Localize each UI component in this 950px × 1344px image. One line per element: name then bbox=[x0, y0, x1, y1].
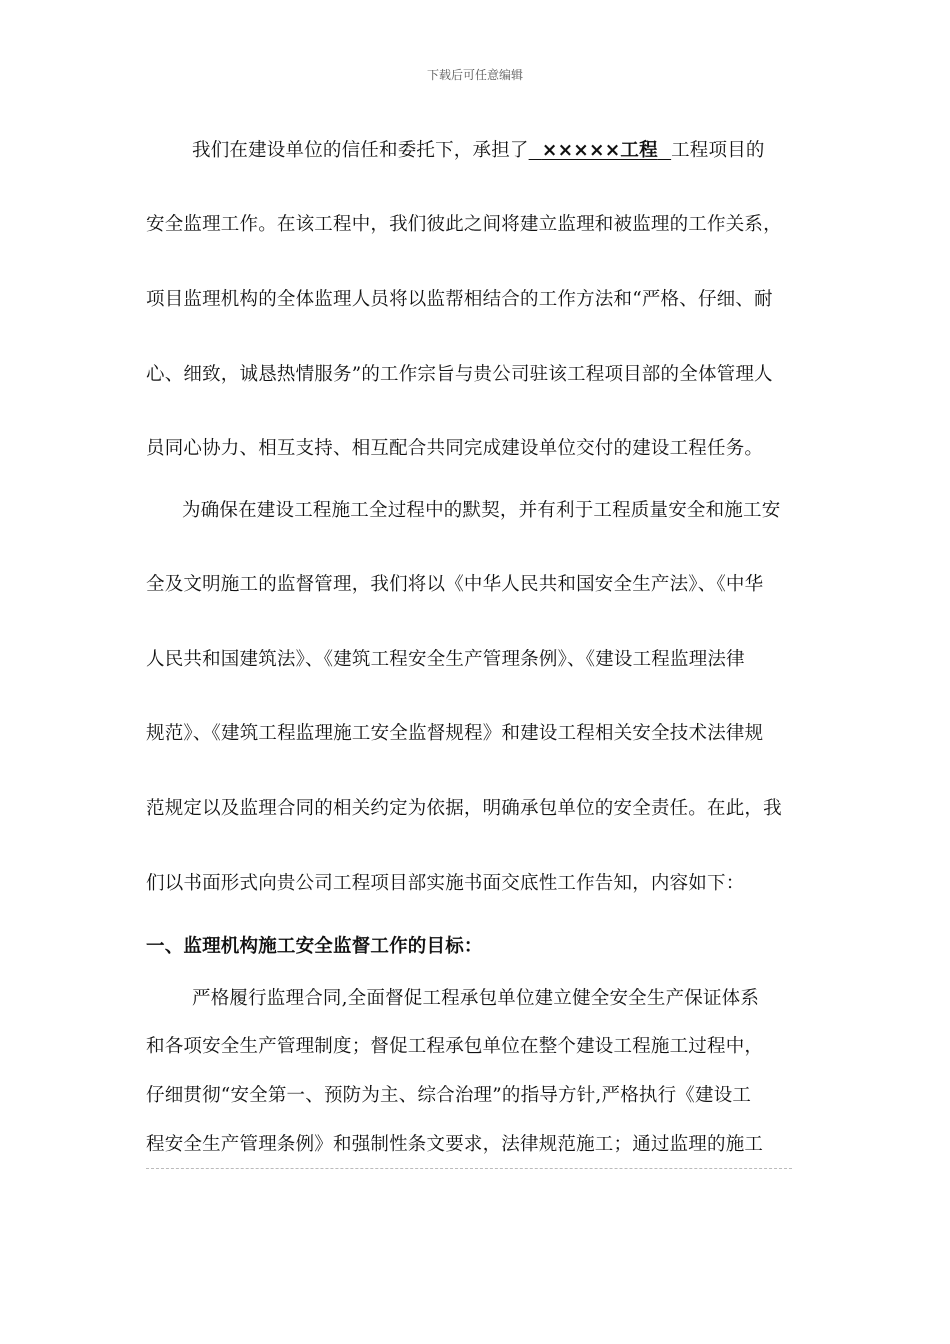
paragraph-1-line-5: 员同心协力、相互支持、相互配合共同完成建设单位交付的建设工程任务。 bbox=[146, 438, 764, 459]
paragraph-2-line-2: 全及文明施工的监督管理，我们将以《中华人民共和国安全生产法》、《中华 bbox=[146, 574, 764, 595]
paragraph-2-line-4: 规范》、《建筑工程监理施工安全监督规程》和建设工程相关安全技术法律规 bbox=[146, 723, 764, 744]
paragraph-1-line-1 bbox=[192, 139, 852, 163]
page-header: 下载后可任意编辑 bbox=[426, 68, 523, 82]
paragraph-3-line-4: 程安全生产管理条例》和强制性条文要求，法律规范施工；通过监理的施工 bbox=[146, 1134, 764, 1155]
paragraph-2-line-3: 人民共和国建筑法》、《建筑工程安全生产管理条例》、《建设工程监理法律 bbox=[146, 649, 745, 670]
paragraph-3-line-3: 仔细贯彻“安全第一、预防为主、综合治理”的指导方针,严格执行《建设工 bbox=[146, 1085, 752, 1106]
paragraph-2-line-5: 范规定以及监理合同的相关约定为依据，明确承包单位的安全责任。在此，我 bbox=[146, 798, 782, 819]
paragraph-1-line-2: 安全监理工作。在该工程中，我们彼此之间将建立监理和被监理的工作关系， bbox=[146, 214, 782, 235]
page-break-divider bbox=[146, 1168, 792, 1169]
paragraph-3-line-1: 严格履行监理合同,全面督促工程承包单位建立健全安全生产保证体系 bbox=[192, 988, 760, 1009]
paragraph-2-line-6: 们以书面形式向贵公司工程项目部实施书面交底性工作告知，内容如下： bbox=[146, 873, 745, 894]
paragraph-1-line-3: 项目监理机构的全体监理人员将以监帮相结合的工作方法和“严格、仔细、耐 bbox=[146, 289, 773, 310]
project-name-blank: ×××××工程 bbox=[541, 140, 658, 161]
text-run: 工程项目的 bbox=[671, 140, 765, 161]
blank-underline bbox=[658, 140, 671, 161]
text-run: 我们在建设单位的信任和委托下，承担了 bbox=[192, 140, 529, 161]
paragraph-1-line-4: 心、细致，诚恳热情服务”的工作宗旨与贵公司驻该工程项目部的全体管理人 bbox=[146, 364, 773, 385]
blank-underline bbox=[529, 140, 542, 161]
paragraph-2-line-1: 为确保在建设工程施工全过程中的默契，并有利于工程质量安全和施工安 bbox=[182, 500, 781, 521]
paragraph-3-line-2: 和各项安全生产管理制度；督促工程承包单位在整个建设工程施工过程中， bbox=[146, 1036, 764, 1057]
section-1-heading: 一、监理机构施工安全监督工作的目标： bbox=[146, 936, 483, 957]
